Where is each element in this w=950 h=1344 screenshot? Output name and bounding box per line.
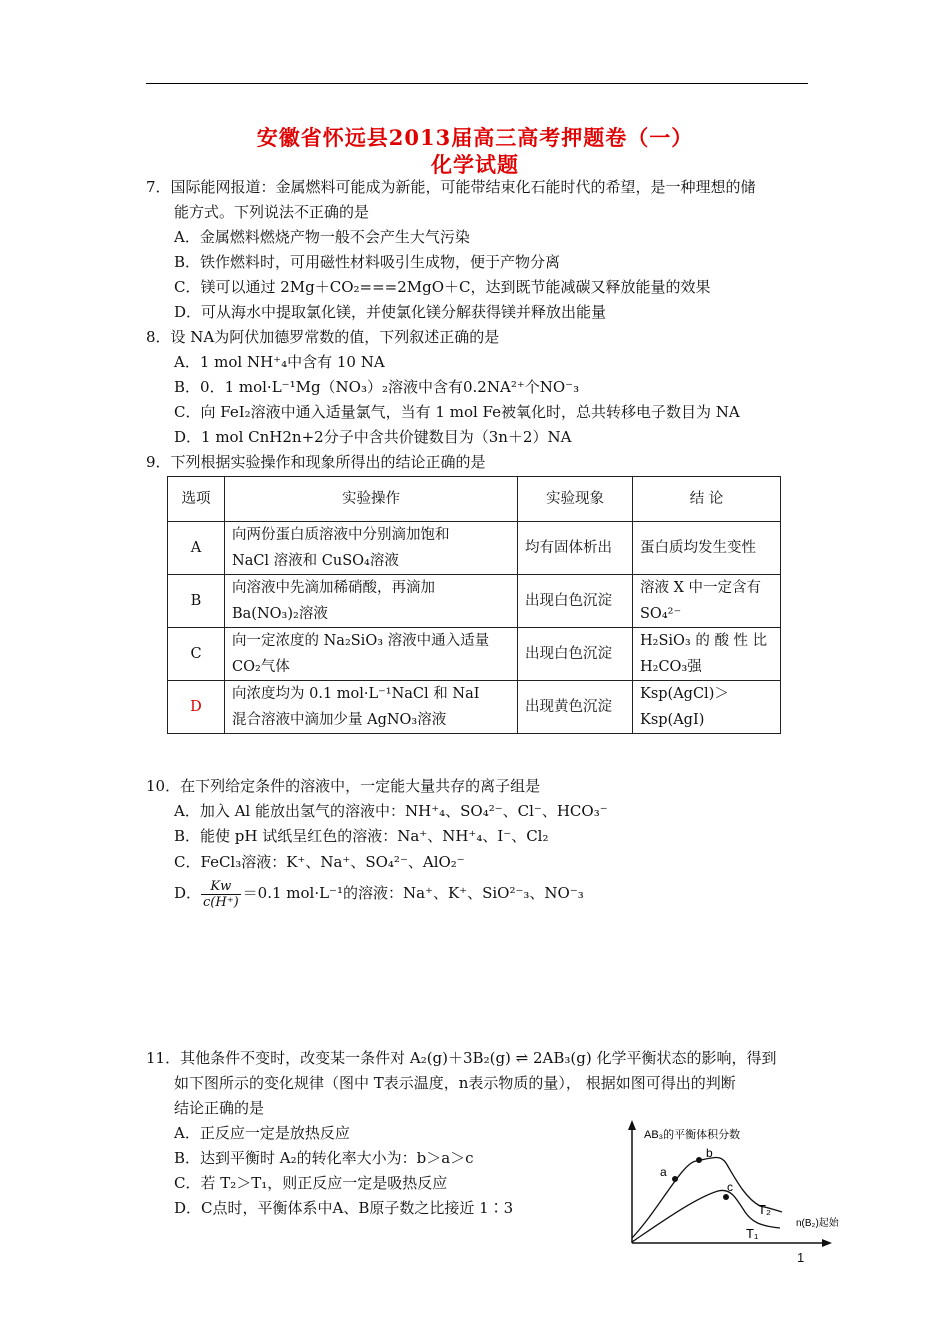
row-operation: 向浓度均为 0.1 mol·L⁻¹NaCl 和 NaI 混合溶液中滴加少量 AgNO₃溶液: [225, 681, 518, 734]
row-phenomenon: 出现白色沉淀: [518, 575, 633, 628]
point-c-label: c: [727, 1180, 733, 1194]
header-rule: [146, 83, 808, 84]
q9-stem: 9．下列根据实验操作和现象所得出的结论正确的是: [146, 453, 486, 471]
page-title: 安徽省怀远县2013届高三高考押题卷（一）: [256, 125, 694, 150]
point-a: [672, 1176, 678, 1182]
y-axis-label: AB₃的平衡体积分数: [644, 1129, 741, 1141]
page-subtitle: 化学试题: [431, 152, 519, 177]
row-conclusion: H₂SiO₃ 的 酸 性 比 H₂CO₃强: [633, 628, 781, 681]
point-c: [723, 1194, 729, 1200]
row-operation: 向一定浓度的 Na₂SiO₃ 溶液中通入适量 CO₂气体: [225, 628, 518, 681]
page-number: 1: [797, 1250, 805, 1265]
x-axis-arrow: [822, 1239, 832, 1247]
row-operation: 向两份蛋白质溶液中分别滴加饱和 NaCl 溶液和 CuSO₄溶液: [225, 522, 518, 575]
y-axis-arrow: [628, 1120, 636, 1130]
row-operation: 向溶液中先滴加稀硝酸，再滴加 Ba(NO₃)₂溶液: [225, 575, 518, 628]
row-option: A: [168, 522, 225, 575]
row-phenomenon: 出现黄色沉淀: [518, 681, 633, 734]
table-row: [168, 575, 781, 628]
q7-option-b: B．铁作燃料时，可用磁性材料吸引生成物，便于产物分离: [174, 253, 561, 271]
row-phenomenon: 均有固体析出: [518, 522, 633, 575]
q8-option-c: C．向 FeI₂溶液中通入适量氯气，当有 1 mol Fe被氧化时，总共转移电子数目为 NA: [174, 403, 740, 421]
q7-stem-cont: 能方式。下列说法不正确的是: [174, 203, 370, 221]
q8-option-a: A．1 mol NH⁺₄中含有 10 NA: [174, 353, 385, 371]
table-header-row: [168, 477, 781, 522]
q7-option-a: A．金属燃料燃烧产物一般不会产生大气污染: [174, 228, 470, 246]
q11-stem-cont: 如下图所示的变化规律（图中 T表示温度，n表示物质的量）， 根据如图可得出的判断: [174, 1074, 736, 1092]
q10-option-d: D． $\frac{Kw}{c(H^+)}$ ＝0.1 mol·L⁻¹的溶液：Na⁺、K⁺、SiO²⁻₃、NO⁻₃: [174, 878, 584, 910]
x-axis-label: n(B₂)起始: [796, 1218, 839, 1229]
row-option: D: [168, 681, 225, 734]
point-a-label: a: [660, 1165, 667, 1179]
header-phenomenon: 实验现象: [518, 477, 633, 522]
q11-option-b: B．达到平衡时 A₂的转化率大小为：b＞a＞c: [174, 1149, 474, 1167]
row-option: B: [168, 575, 225, 628]
row-phenomenon: 出现白色沉淀: [518, 628, 633, 681]
row-conclusion: 蛋白质均发生变性: [633, 522, 781, 575]
q11-option-a: A．正反应一定是放热反应: [174, 1124, 350, 1142]
header-option: 选项: [168, 477, 225, 522]
point-b: [696, 1157, 702, 1163]
q10-stem: 10．在下列给定条件的溶液中，一定能大量共存的离子组是: [146, 777, 541, 795]
q10-option-c: C．FeCl₃溶液：K⁺、Na⁺、SO₄²⁻、AlO₂⁻: [174, 853, 465, 871]
q11-stem-cont2: 结论正确的是: [174, 1099, 265, 1117]
q7-stem: 7．国际能网报道：金属燃料可能成为新能，可能带结束化石能时代的希望，是一种理想的储: [146, 178, 756, 196]
curve-t2-label: T₂: [758, 1202, 771, 1217]
q11-stem: 11．其他条件不变时，改变某一条件对 A₂(g)＋3B₂(g) ⇌ 2AB₃(g) 化学平衡状态的影响，得到: [146, 1049, 777, 1067]
header-operation: 实验操作: [225, 477, 518, 522]
row-conclusion: 溶液 X 中一定含有 SO₄²⁻: [633, 575, 781, 628]
q11-option-d: D．C点时，平衡体系中A、B原子数之比接近 1∶3: [174, 1199, 514, 1217]
equilibrium-graph: [620, 1118, 850, 1253]
row-conclusion: Ksp(AgCl)＞ Ksp(AgI): [633, 681, 781, 734]
q8-option-b: B．0．1 mol·L⁻¹Mg（NO₃）₂溶液中含有0.2NA²⁺个NO⁻₃: [174, 378, 580, 396]
q9-table: [167, 476, 781, 734]
q11-option-c: C．若 T₂＞T₁，则正反应一定是吸热反应: [174, 1174, 448, 1192]
row-option: C: [168, 628, 225, 681]
fraction: $\frac{Kw}{c(H^+)}$: [203, 878, 239, 910]
q7-option-d: D．可从海水中提取氯化镁，并使氯化镁分解获得镁并释放出能量: [174, 303, 607, 321]
curve-t1-label: T₁: [746, 1226, 759, 1241]
q10-option-b: B．能使 pH 试纸呈红色的溶液：Na⁺、NH⁺₄、I⁻、Cl₂: [174, 827, 549, 845]
table-row: [168, 681, 781, 734]
q7-option-c: C．镁可以通过 2Mg＋CO₂===2MgO＋C，达到既节能减碳又释放能量的效果: [174, 278, 711, 296]
table-row: [168, 522, 781, 575]
point-b-label: b: [706, 1146, 713, 1160]
header-conclusion: 结 论: [633, 477, 781, 522]
q10-option-a: A．加入 Al 能放出氢气的溶液中：NH⁺₄、SO₄²⁻、Cl⁻、HCO₃⁻: [174, 802, 608, 820]
q8-option-d: D．1 mol CnH2n+2分子中含共价键数目为（3n＋2）NA: [174, 428, 572, 446]
table-row: [168, 628, 781, 681]
q8-stem: 8．设 NA为阿伏加德罗常数的值，下列叙述正确的是: [146, 328, 500, 346]
